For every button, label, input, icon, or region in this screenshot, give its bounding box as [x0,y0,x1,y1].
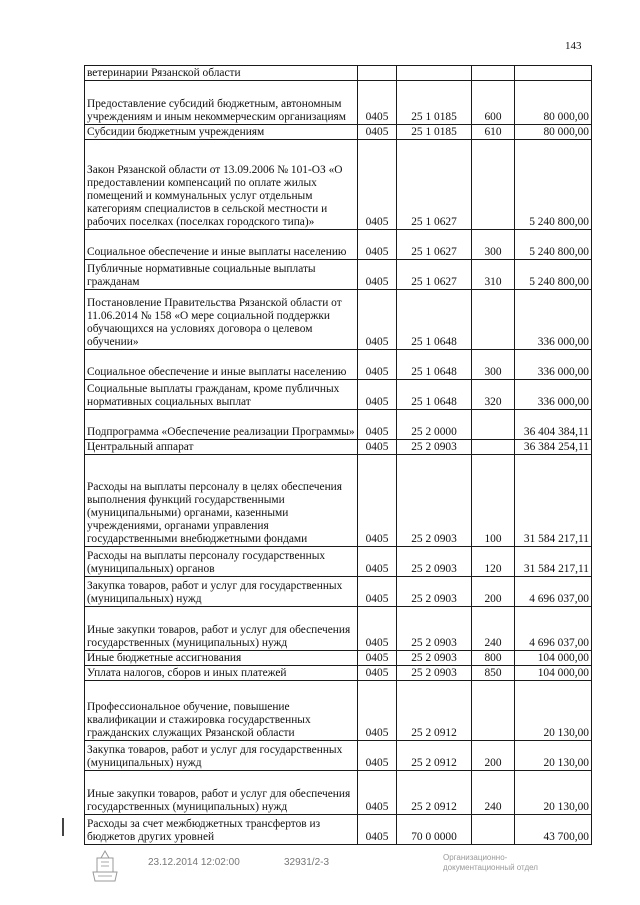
row-name: Расходы на выплаты персоналу государственных (муниципальных) органов [85,547,358,577]
table-row [85,380,592,410]
row-section: 0405 [358,290,397,350]
table-row [85,66,592,81]
row-target-article: 25 2 0903 [397,607,472,651]
row-section: 0405 [358,380,397,410]
row-name: Закупка товаров, работ и услуг для государственных (муниципальных) нужд [85,741,358,771]
row-target-article: 25 1 0185 [397,125,472,140]
emblem-stamp-icon [88,848,122,884]
row-name: Предоставление субсидий бюджетным, автономным учреждениям и иным некоммерческим организациям [85,81,358,125]
table-row [85,81,592,125]
row-target-article: 25 1 0648 [397,380,472,410]
row-amount: 80 000,00 [515,81,592,125]
footer-org-line1: Организационно- [443,853,508,862]
row-name: Субсидии бюджетным учреждениям [85,125,358,140]
row-amount: 20 130,00 [515,771,592,815]
row-expense-type: 320 [472,380,515,410]
row-name: Закупка товаров, работ и услуг для государственных (муниципальных) нужд [85,577,358,607]
row-expense-type: 240 [472,771,515,815]
row-expense-type: 120 [472,547,515,577]
row-section: 0405 [358,140,397,230]
footer-doc-number: 32931/2-3 [284,857,330,868]
row-section: 0405 [358,410,397,440]
table-row [85,771,592,815]
row-amount: 336 000,00 [515,290,592,350]
row-target-article: 25 2 0912 [397,681,472,741]
row-target-article: 25 1 0648 [397,290,472,350]
row-target-article: 25 2 0912 [397,771,472,815]
row-section: 0405 [358,81,397,125]
row-name: Социальные выплаты гражданам, кроме публичных нормативных социальных выплат [85,380,358,410]
row-section: 0405 [358,125,397,140]
row-section: 0405 [358,350,397,380]
budget-table-body [85,66,592,845]
table-row [85,350,592,380]
footer-org-line2: документационный отдел [443,863,538,872]
table-row [85,125,592,140]
row-target-article: 25 2 0903 [397,440,472,455]
row-expense-type [472,140,515,230]
row-expense-type: 800 [472,651,515,666]
table-row [85,607,592,651]
row-target-article: 25 1 0627 [397,230,472,260]
row-expense-type [472,290,515,350]
row-name: Уплата налогов, сборов и иных платежей [85,666,358,681]
row-amount: 336 000,00 [515,380,592,410]
row-expense-type [472,66,515,81]
row-name: ветеринарии Рязанской области [85,66,358,81]
table-row [85,741,592,771]
table-row [85,681,592,741]
row-amount: 104 000,00 [515,666,592,681]
row-amount: 4 696 037,00 [515,577,592,607]
row-name: Профессиональное обучение, повышение квалификации и стажировка государственных гражданских служащих Рязанской области [85,681,358,741]
row-amount: 31 584 217,11 [515,455,592,547]
row-name: Публичные нормативные социальные выплаты гражданам [85,260,358,290]
row-target-article: 25 2 0903 [397,577,472,607]
row-target-article: 25 1 0185 [397,81,472,125]
row-target-article [397,66,472,81]
row-amount: 36 404 384,11 [515,410,592,440]
row-target-article: 25 2 0912 [397,741,472,771]
row-section: 0405 [358,577,397,607]
table-row [85,577,592,607]
row-target-article: 25 2 0903 [397,455,472,547]
table-row [85,440,592,455]
row-amount: 5 240 800,00 [515,260,592,290]
row-name: Расходы на выплаты персоналу в целях обеспечения выполнения функций государственными (муниципальными) органами, казенными учреждениями, органами управления государственными внебюджетными фондами [85,455,358,547]
row-expense-type: 610 [472,125,515,140]
row-name: Социальное обеспечение и иные выплаты населению [85,230,358,260]
row-expense-type: 300 [472,230,515,260]
page-number: 143 [565,40,582,52]
row-amount: 4 696 037,00 [515,607,592,651]
row-section: 0405 [358,607,397,651]
row-expense-type: 310 [472,260,515,290]
row-name: Расходы за счет межбюджетных трансфертов из бюджетов других уровней [85,815,358,845]
table-row [85,260,592,290]
row-expense-type [472,681,515,741]
row-target-article: 25 2 0903 [397,547,472,577]
row-amount: 20 130,00 [515,681,592,741]
row-target-article: 25 1 0627 [397,260,472,290]
footer-org [443,853,538,873]
table-row [85,410,592,440]
table-row [85,815,592,845]
row-section: 0405 [358,547,397,577]
row-target-article: 25 2 0903 [397,666,472,681]
row-amount [515,66,592,81]
row-name: Постановление Правительства Рязанской области от 11.06.2014 № 158 «О мере социальной поддержки обучающихся на условиях договора о целевом обучении» [85,290,358,350]
table-row [85,290,592,350]
row-section: 0405 [358,260,397,290]
row-expense-type: 240 [472,607,515,651]
row-expense-type [472,815,515,845]
row-section: 0405 [358,681,397,741]
table-row [85,666,592,681]
row-section: 0405 [358,455,397,547]
row-expense-type [472,440,515,455]
row-name: Иные бюджетные ассигнования [85,651,358,666]
row-expense-type: 100 [472,455,515,547]
row-target-article: 25 1 0648 [397,350,472,380]
table-row [85,547,592,577]
table-row [85,230,592,260]
row-name: Иные закупки товаров, работ и услуг для обеспечения государственных (муниципальных) нужд [85,607,358,651]
row-target-article: 25 1 0627 [397,140,472,230]
row-name: Иные закупки товаров, работ и услуг для обеспечения государственных (муниципальных) нужд [85,771,358,815]
row-section: 0405 [358,741,397,771]
table-row [85,140,592,230]
row-section: 0405 [358,651,397,666]
row-section: 0405 [358,440,397,455]
row-name: Центральный аппарат [85,440,358,455]
row-name: Социальное обеспечение и иные выплаты населению [85,350,358,380]
row-name: Закон Рязанской области от 13.09.2006 № 101-ОЗ «О предоставлении компенсаций по оплате жилых помещений и коммунальных услуг отдельным категориям специалистов в сельской местности и рабочих поселках (поселках городского типа)» [85,140,358,230]
row-amount: 31 584 217,11 [515,547,592,577]
margin-mark [62,818,64,836]
row-amount: 36 384 254,11 [515,440,592,455]
row-amount: 20 130,00 [515,741,592,771]
row-expense-type: 850 [472,666,515,681]
row-amount: 43 700,00 [515,815,592,845]
row-section: 0405 [358,771,397,815]
table-row [85,455,592,547]
row-section: 0405 [358,666,397,681]
row-amount: 104 000,00 [515,651,592,666]
row-section [358,66,397,81]
row-section: 0405 [358,815,397,845]
row-amount: 5 240 800,00 [515,230,592,260]
footer-datetime: 23.12.2014 12:02:00 [148,857,240,868]
row-target-article: 25 2 0000 [397,410,472,440]
budget-table [84,65,592,845]
row-expense-type: 200 [472,577,515,607]
row-target-article: 70 0 0000 [397,815,472,845]
row-expense-type: 200 [472,741,515,771]
row-amount: 5 240 800,00 [515,140,592,230]
row-amount: 336 000,00 [515,350,592,380]
row-amount: 80 000,00 [515,125,592,140]
row-section: 0405 [358,230,397,260]
row-expense-type: 300 [472,350,515,380]
row-expense-type [472,410,515,440]
row-target-article: 25 2 0903 [397,651,472,666]
row-name: Подпрограмма «Обеспечение реализации Программы» [85,410,358,440]
table-row [85,651,592,666]
row-expense-type: 600 [472,81,515,125]
